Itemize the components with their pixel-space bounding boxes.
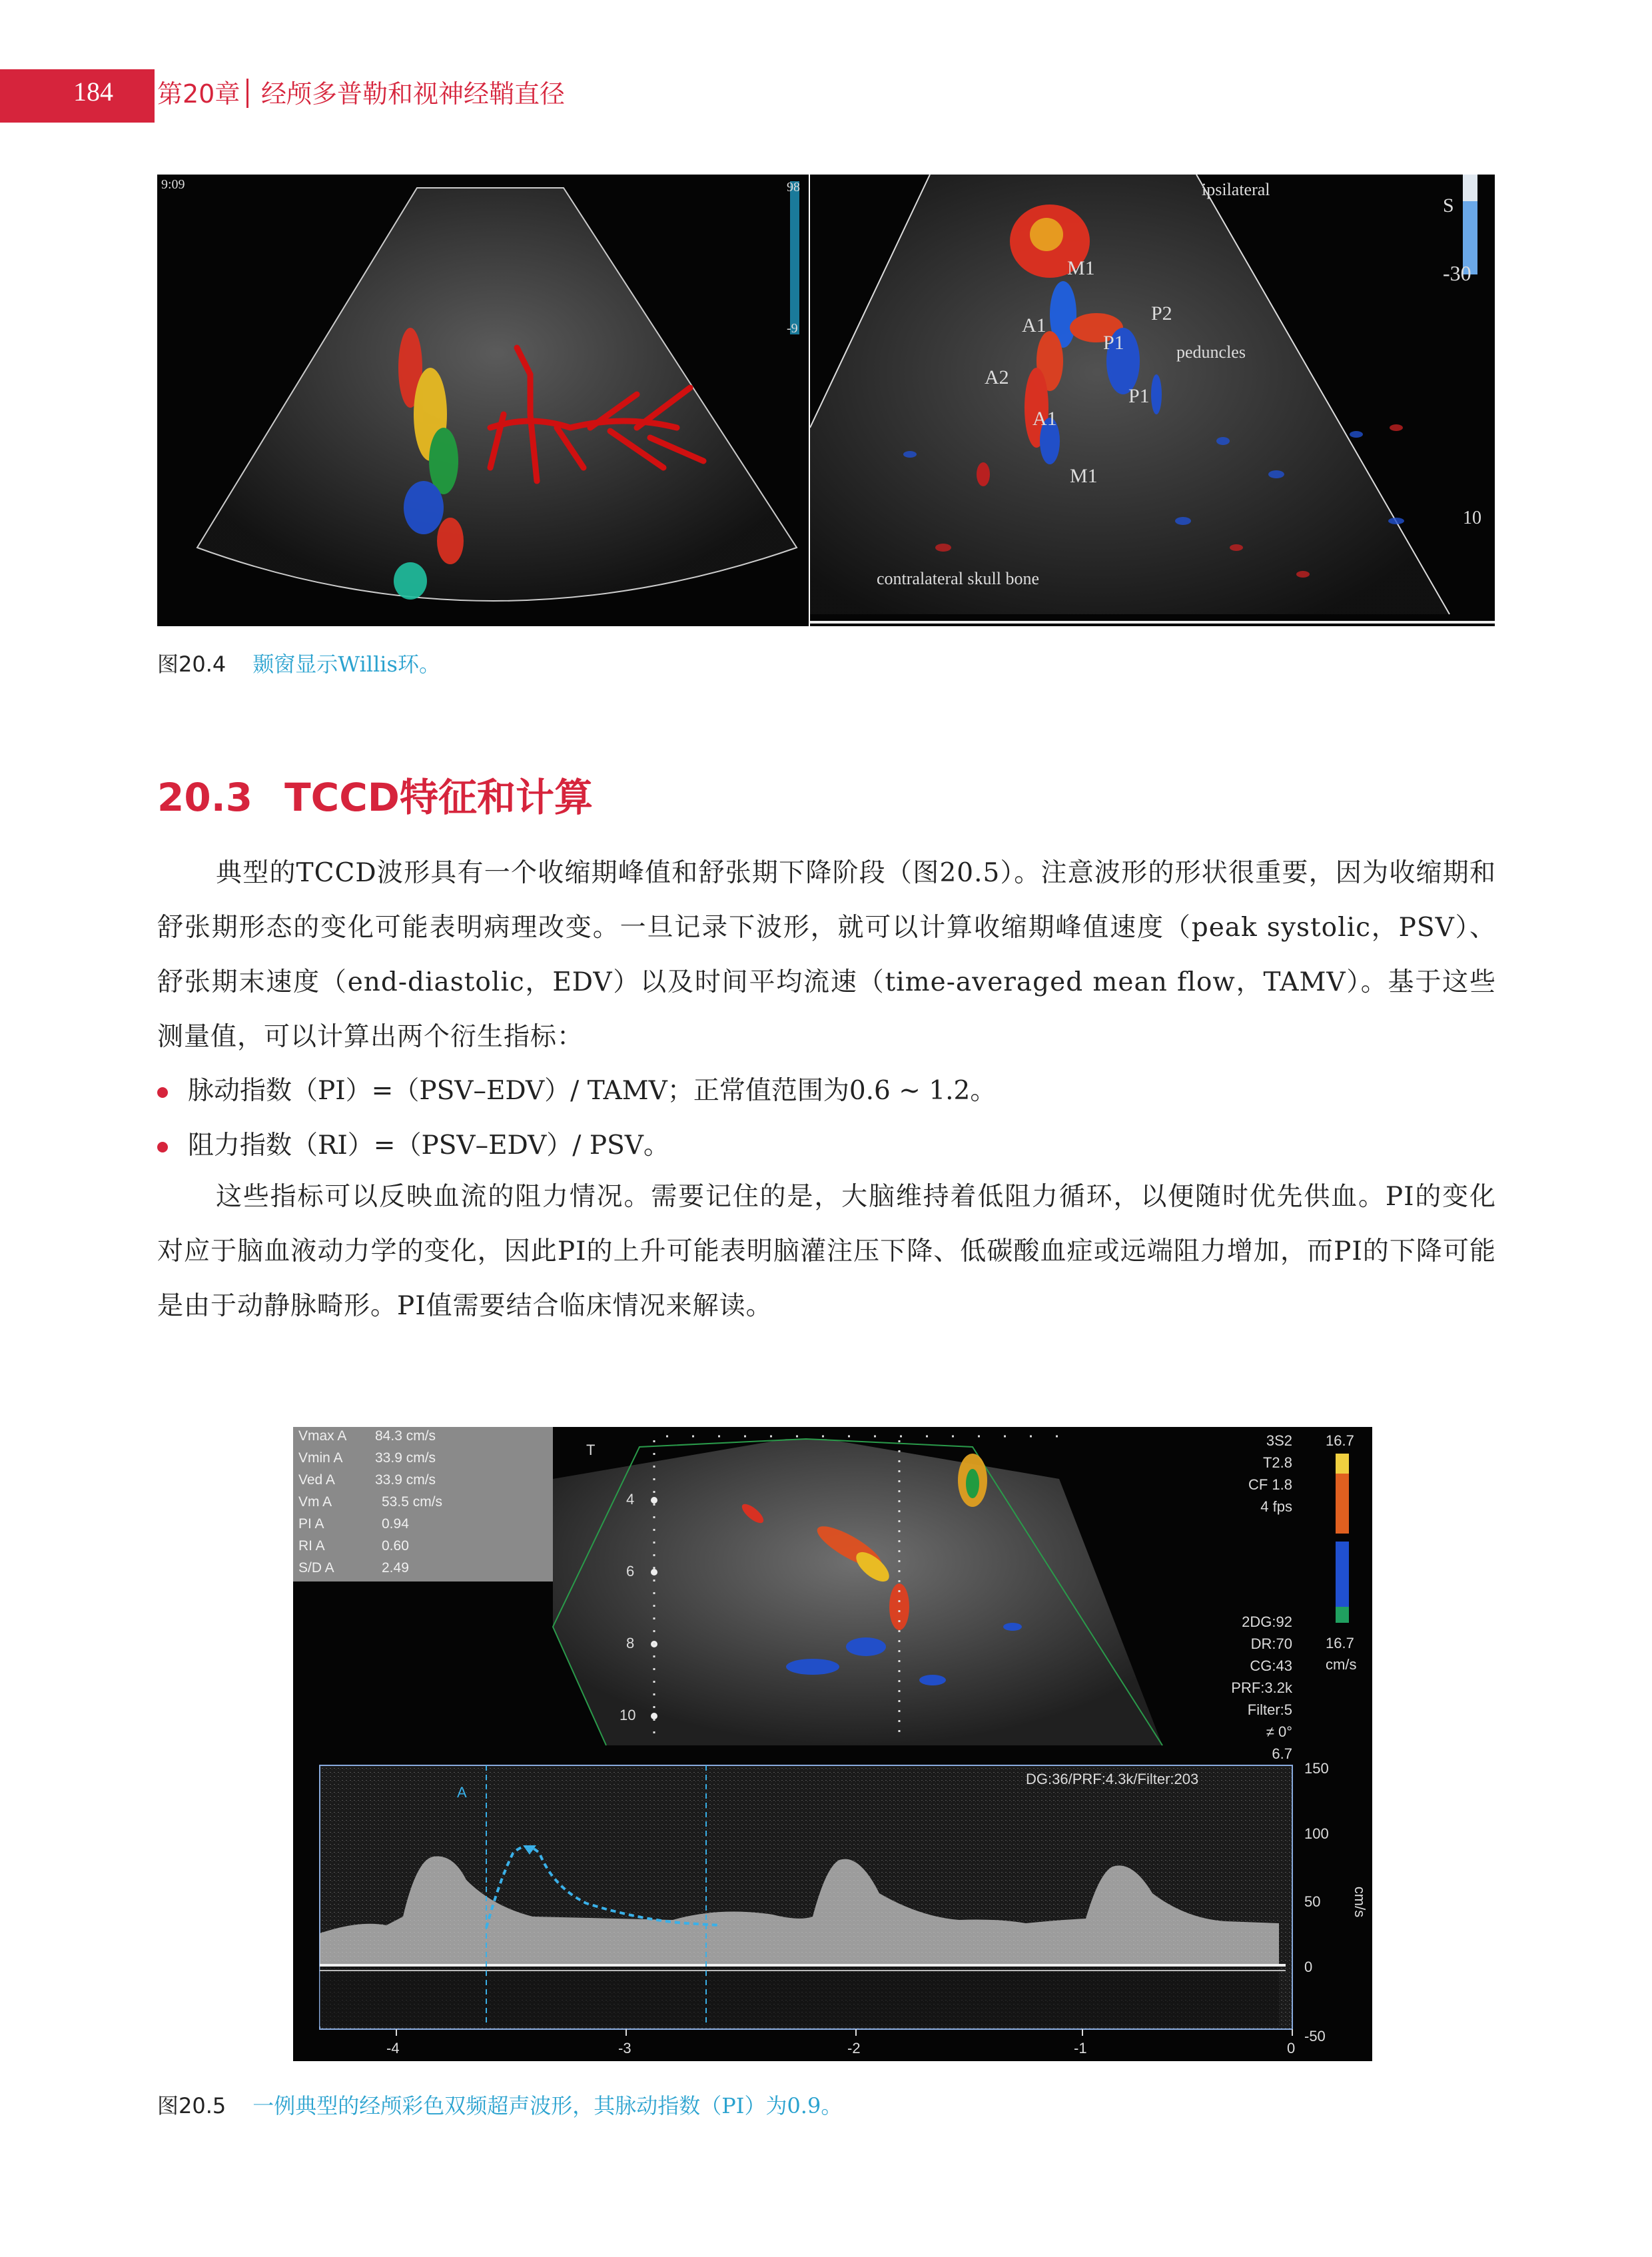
label-m1-top: M1 [1067, 257, 1095, 279]
settings-top: 3S2 T2.8 CF 1.8 4 fps [1248, 1432, 1292, 1515]
depth-tick: 10 [620, 1707, 636, 1723]
label-scale-s: S [1443, 195, 1454, 217]
fig4-caption-text: 颞窗显示Willis环。 [252, 652, 440, 677]
label-a1-top: A1 [1022, 314, 1046, 336]
paragraph-1: 典型的TCCD波形具有一个收缩期峰值和舒张期下降阶段（图20.5）。注意波形的形状很重要，因为收缩期和舒张期形态的变化可能表明病理改变。一旦记录下波形，就可以计算收缩期峰值速度（peak systolic，PSV）、舒张期末速度（end-diastolic，EDV）以及时间平均流速（time-averaged mean flow，TAMV）。基于这些测量值，可以计算出两个衍生指标： [157, 858, 1496, 1052]
header-separator [246, 79, 248, 108]
label-contralateral: contralateral skull bone [877, 569, 1040, 588]
fig4-caption-number: 图20.4 [157, 652, 226, 677]
chapter-number: 第20章 [157, 79, 240, 109]
color-scale-bottom: 16.7 [1326, 1635, 1354, 1651]
fig5-caption-number: 图20.5 [157, 2093, 226, 2118]
fig4-left-topright: 98 [787, 180, 800, 195]
fig4-caption [157, 648, 440, 678]
paragraph-2: 这些指标可以反映血流的阻力情况。需要记住的是，大脑维持着低阻力循环，以便随时优先供血。PI的变化对应于脑血液动力学的变化，因此PI的上升可能表明脑灌注压下降、低碳酸血症或远端阻力增加，而PI的下降可能是由于动静脉畸形。PI值需要结合临床情况来解读。 [157, 1182, 1496, 1321]
label-scale-val: -30 [1443, 261, 1471, 285]
chapter-title: 经颅多普勒和视神经鞘直径 [261, 79, 566, 109]
x-tick: -4 [386, 2040, 400, 2056]
bullet-dot [157, 1087, 168, 1098]
fig4-left-time: 9:09 [161, 177, 185, 192]
bullet-ri [157, 1125, 669, 1162]
x-tick: -2 [847, 2040, 861, 2056]
label-p2: P2 [1151, 302, 1172, 324]
label-a2: A2 [985, 366, 1009, 388]
section-heading [157, 766, 593, 822]
measurement-row: S/D A 2.49 [298, 1560, 409, 1576]
y-tick: 50 [1304, 1893, 1321, 1910]
y-unit: cm/s [1352, 1886, 1369, 1918]
fig5-ultrasound [293, 1427, 1372, 2061]
fig5-caption-text: 一例典型的经颅彩色双频超声波形，其脉动指数（PI）为0.9。 [252, 2093, 843, 2118]
label-peduncles: peduncles [1176, 342, 1246, 362]
fig5-caption [157, 2089, 842, 2120]
y-tick: 0 [1304, 1959, 1313, 1975]
color-scale-top: 16.7 [1326, 1432, 1354, 1449]
y-tick: 150 [1304, 1760, 1329, 1777]
page-number: 184 [73, 77, 113, 107]
x-tick: -1 [1074, 2040, 1087, 2056]
fig4-left-ultrasound [157, 175, 809, 626]
measurement-row: Ved A 33.9 cm/s [298, 1472, 436, 1488]
measurement-row: Vmax A 84.3 cm/s [298, 1428, 436, 1444]
measurement-list [298, 1428, 442, 1582]
label-a1-bottom: A1 [1032, 408, 1057, 430]
label-m1-bottom: M1 [1070, 465, 1098, 487]
label-p1-bottom: P1 [1128, 385, 1150, 407]
color-scale-unit: cm/s [1326, 1656, 1357, 1673]
depth-marker: T [586, 1442, 596, 1458]
fig4-right-image [810, 175, 1495, 626]
fig5-image [293, 1427, 1372, 2061]
depth-tick: 4 [626, 1491, 635, 1508]
settings-bottom: 2DG:92 DR:70 CG:43 PRF:3.2k Filter:5 ≠ 0° 6.7 [1231, 1613, 1292, 1762]
depth-tick: 6 [626, 1563, 635, 1580]
section-number: 20.3 [157, 775, 253, 820]
x-tick: 0 [1287, 2040, 1296, 2056]
bullet-pi-text: 脉动指数（PI）=（PSV–EDV）/ TAMV；正常值范围为0.6 ~ 1.2。 [188, 1076, 997, 1106]
bullet-pi [157, 1070, 996, 1107]
label-p1-top: P1 [1103, 332, 1124, 354]
fig4-left-image [157, 175, 809, 626]
x-tick: -3 [618, 2040, 631, 2056]
section-title: TCCD特征和计算 [284, 775, 593, 820]
marker-a: A [457, 1784, 467, 1801]
depth-tick: 8 [626, 1635, 635, 1651]
fig4-left-rightmid: -9 [787, 321, 798, 336]
measurement-row: RI A 0.60 [298, 1538, 409, 1554]
label-depth: 10 [1463, 508, 1481, 528]
fig4-right-ultrasound [810, 175, 1495, 626]
measurement-row: Vm A 53.5 cm/s [298, 1494, 443, 1510]
doppler-settings: DG:36/PRF:4.3k/Filter:203 [1026, 1771, 1199, 1787]
bullet-ri-text: 阻力指数（RI）=（PSV–EDV）/ PSV。 [188, 1130, 669, 1160]
measurement-row: Vmin A 33.9 cm/s [298, 1450, 436, 1466]
y-tick: 100 [1304, 1825, 1329, 1842]
y-tick: -50 [1304, 2028, 1326, 2044]
bullet-dot [157, 1142, 168, 1152]
measurement-row: PI A 0.94 [298, 1516, 409, 1532]
label-ipsilateral: ipsilateral [1202, 180, 1270, 199]
